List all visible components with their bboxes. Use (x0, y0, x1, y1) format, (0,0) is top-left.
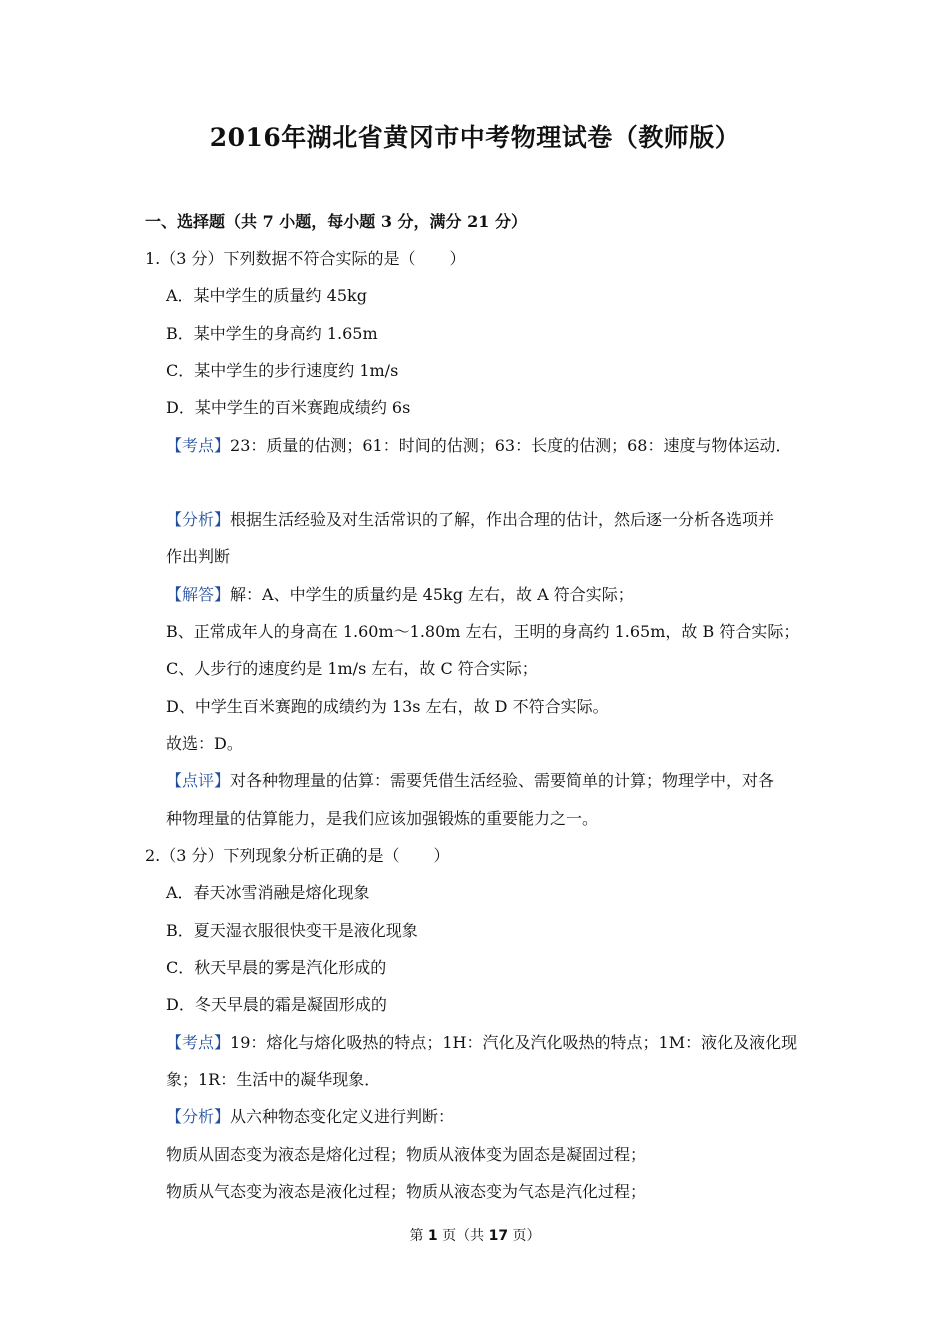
question-2-stem (145, 846, 450, 866)
question-1-fenxi-cont: 作出判断 (166, 547, 231, 566)
question-2-option-b: B．夏天湿衣服很快变干是液化现象 (166, 921, 418, 940)
question-2-fenxi-line-2: 物质从气态变为液态是液化过程；物质从液态变为气态是汽化过程； (166, 1182, 647, 1201)
fenxi-tag: 【分析】 (166, 1107, 231, 1126)
question-1-stem-text: 1.（3 分）下列数据不符合实际的是（ (145, 249, 416, 268)
kaodian-tag: 【考点】 (166, 1033, 231, 1052)
question-1-answer: 故选：D。 (166, 734, 243, 753)
question-1-option-b: B．某中学生的身高约 1.65m (166, 324, 378, 343)
question-1-kaodian (166, 436, 791, 456)
dianping-tag: 【点评】 (166, 771, 231, 790)
question-2-kaodian (166, 1033, 797, 1053)
kaodian-text: 19：熔化与熔化吸热的特点；1H：汽化及汽化吸热的特点；1M：液化及液化现 (230, 1033, 798, 1052)
fenxi-text: 从六种物态变化定义进行判断： (230, 1107, 455, 1126)
kaodian-tag: 【考点】 (166, 436, 231, 455)
question-1-stem-close: ） (449, 249, 466, 268)
question-1-jieda-b: B、正常成年人的身高在 1.60m～1.80m 左右，王明的身高约 1.65m，故 B 符合实际； (166, 622, 800, 641)
kaodian-text: 23：质量的估测；61：时间的估测；63：长度的估测；68：速度与物体运动． (230, 436, 792, 455)
footer-total-pages: 17 (488, 1228, 509, 1244)
jieda-text: 解：A、中学生的质量约是 45kg 左右，故 A 符合实际； (230, 585, 634, 604)
question-2-fenxi-line-1: 物质从固态变为液态是熔化过程；物质从液体变为固态是凝固过程； (166, 1145, 647, 1164)
section-heading: 一、选择题（共 7 小题，每小题 3 分，满分 21 分） (145, 212, 527, 231)
question-2-fenxi (166, 1107, 454, 1127)
question-1-option-c: C．某中学生的步行速度约 1m/s (166, 361, 399, 380)
question-1-jieda (166, 585, 634, 605)
question-2-stem-text: 2.（3 分）下列现象分析正确的是（ (145, 846, 400, 865)
fenxi-text: 根据生活经验及对生活常识的了解，作出合理的估计，然后逐一分析各选项并 (230, 510, 775, 529)
question-2-stem-close: ） (433, 846, 450, 865)
question-1-jieda-d: D、中学生百米赛跑的成绩约为 13s 左右，故 D 不符合实际。 (166, 697, 609, 716)
page-title: 2016年湖北省黄冈市中考物理试卷（教师版） (209, 123, 741, 152)
question-1-dianping (166, 771, 774, 791)
question-1-stem (145, 249, 466, 269)
question-2-kaodian-cont: 象；1R：生活中的凝华现象． (166, 1070, 381, 1089)
question-2-option-d: D．冬天早晨的霜是凝固形成的 (166, 995, 387, 1014)
question-1-dianping-cont: 种物理量的估算能力，是我们应该加强锻炼的重要能力之一。 (166, 809, 599, 828)
dianping-text: 对各种物理量的估算：需要凭借生活经验、需要简单的计算；物理学中，对各 (230, 771, 775, 790)
footer-page-number: 1 (427, 1228, 438, 1244)
question-1-option-a: A．某中学生的质量约 45kg (166, 286, 367, 305)
question-1-jieda-c: C、人步行的速度约是 1m/s 左右，故 C 符合实际； (166, 659, 538, 678)
question-1-option-d: D．某中学生的百米赛跑成绩约 6s (166, 398, 411, 417)
fenxi-tag: 【分析】 (166, 510, 231, 529)
question-1-fenxi (166, 510, 774, 530)
footer-prefix: 第 (409, 1228, 428, 1244)
page-footer (0, 1227, 950, 1245)
footer-middle: 页（共 (437, 1228, 489, 1244)
footer-suffix: 页） (508, 1228, 541, 1244)
question-2-option-a: A．春天冰雪消融是熔化现象 (166, 883, 370, 902)
jieda-tag: 【解答】 (166, 585, 231, 604)
question-2-option-c: C．秋天早晨的雾是汽化形成的 (166, 958, 387, 977)
